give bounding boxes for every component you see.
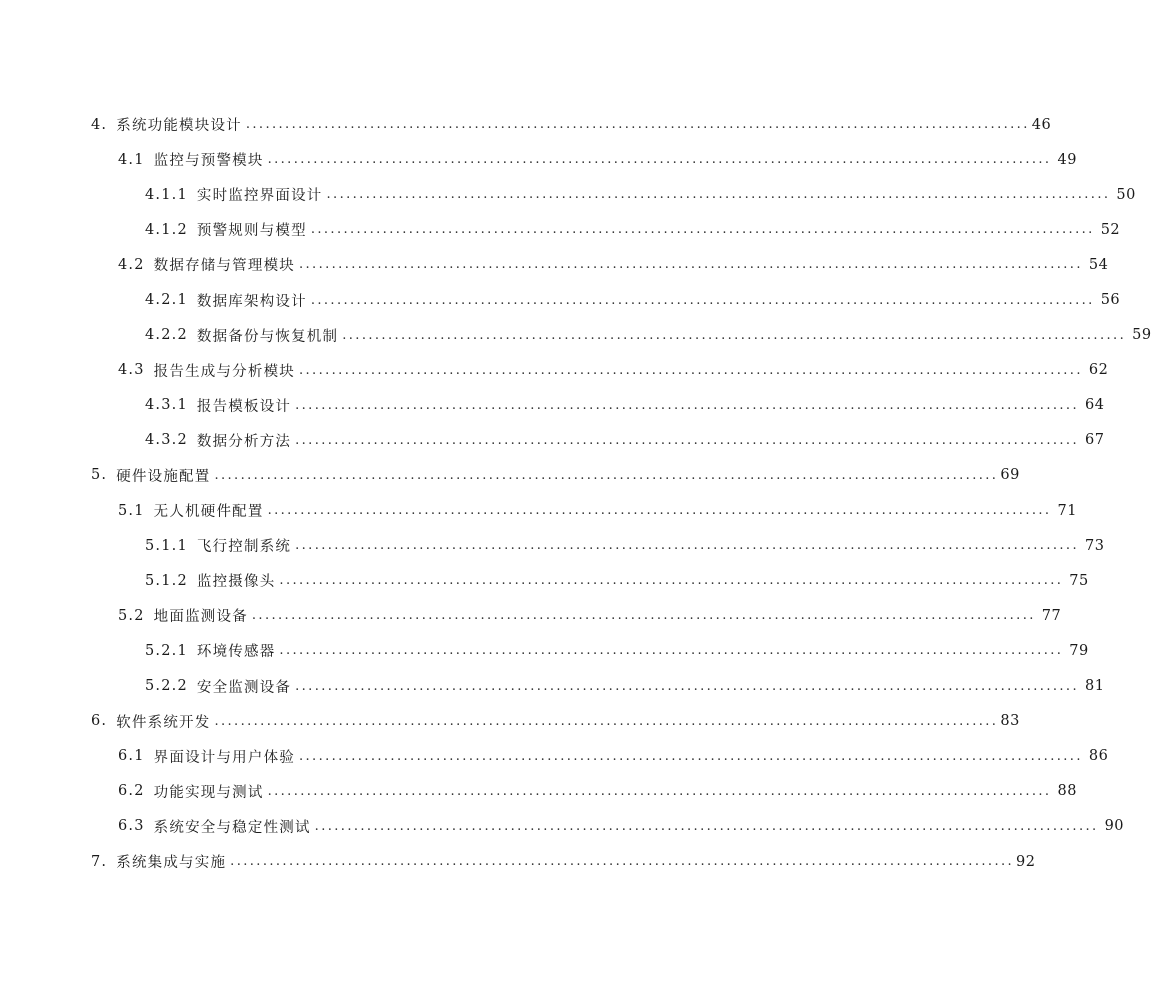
toc-entry-page: 83 xyxy=(1000,713,1020,730)
toc-entry-number: 6.2 xyxy=(118,783,145,800)
toc-entry[interactable] xyxy=(0,318,1152,353)
toc-entry-page: 54 xyxy=(1088,256,1109,273)
toc-entry-page: 69 xyxy=(1000,467,1020,484)
toc-entry-page: 67 xyxy=(1085,432,1105,449)
toc-entry-number: 4.3 xyxy=(118,362,145,379)
toc-entry-number: 4.3.2 xyxy=(145,432,188,449)
toc-entry-title: 系统安全与稳定性测试 xyxy=(153,819,311,836)
toc-entry-page: 59 xyxy=(1132,327,1152,344)
toc-entry-title: 监控与预警模块 xyxy=(153,153,264,170)
toc-entry-page: 49 xyxy=(1057,151,1077,168)
toc-entry-number: 4.2 xyxy=(118,256,145,273)
toc-entry-page: 62 xyxy=(1088,362,1109,379)
toc-dot-leader: ........................................................................................................................ xyxy=(245,117,1030,133)
toc-dot-leader: ........................................................................................................................ xyxy=(342,327,1127,343)
toc-entry[interactable] xyxy=(0,458,1020,493)
toc-entry[interactable] xyxy=(0,282,1121,317)
toc-dot-leader: ........................................................................................................................ xyxy=(298,257,1083,273)
toc-entry[interactable] xyxy=(0,739,1109,774)
toc-entry-title: 数据库架构设计 xyxy=(196,293,307,310)
toc-dot-leader: ........................................................................................................................ xyxy=(279,643,1064,659)
toc-entry-number: 5.2.2 xyxy=(145,678,188,695)
toc-entry[interactable] xyxy=(0,563,1089,598)
toc-entry-title: 安全监测设备 xyxy=(196,679,292,696)
toc-entry[interactable] xyxy=(0,493,1077,528)
toc-entry-number: 5.1.1 xyxy=(145,537,188,554)
toc-entry[interactable] xyxy=(0,633,1089,668)
toc-dot-leader: ........................................................................................................................ xyxy=(267,152,1052,168)
toc-entry[interactable] xyxy=(0,142,1077,177)
toc-entry-page: 90 xyxy=(1104,818,1125,835)
toc-entry-title: 监控摄像头 xyxy=(196,574,276,591)
toc-dot-leader: ........................................................................................................................ xyxy=(326,187,1111,203)
toc-entry-number: 7. xyxy=(91,853,108,870)
toc-entry-title: 界面设计与用户体验 xyxy=(153,749,295,766)
toc-entry-number: 4.1 xyxy=(118,151,145,168)
toc-entry-number: 6.3 xyxy=(118,818,145,835)
toc-entry-number: 4.1.2 xyxy=(145,221,188,238)
toc-entry-number: 4.3.1 xyxy=(145,397,188,414)
toc-entry[interactable] xyxy=(0,107,1052,142)
toc-entry-number: 4.2.2 xyxy=(145,327,188,344)
toc-entry[interactable] xyxy=(0,844,1036,879)
toc-entry[interactable] xyxy=(0,177,1136,212)
toc-entry-title: 报告模板设计 xyxy=(196,398,292,415)
toc-dot-leader: ........................................................................................................................ xyxy=(298,362,1083,378)
toc-entry-number: 4. xyxy=(91,116,108,133)
toc-entry-title: 无人机硬件配置 xyxy=(153,504,264,521)
toc-entry-title: 软件系统开发 xyxy=(116,714,211,731)
toc-dot-leader: ........................................................................................................................ xyxy=(295,432,1079,448)
toc-entry-page: 50 xyxy=(1116,186,1136,203)
toc-entry-page: 77 xyxy=(1041,607,1062,624)
toc-entry-number: 4.2.1 xyxy=(145,292,188,309)
toc-entry-number: 6.1 xyxy=(118,748,145,765)
toc-entry-page: 56 xyxy=(1100,292,1121,309)
toc-entry[interactable] xyxy=(0,774,1077,809)
toc-entry-title: 实时监控界面设计 xyxy=(196,188,323,205)
toc-entry[interactable] xyxy=(0,669,1105,704)
toc-entry-title: 数据分析方法 xyxy=(196,433,292,450)
toc-entry-number: 5.2.1 xyxy=(145,642,188,659)
toc-entry-page: 81 xyxy=(1085,678,1105,695)
toc-entry[interactable] xyxy=(0,212,1121,247)
toc-entry-number: 5.2 xyxy=(118,607,145,624)
toc-entry-page: 88 xyxy=(1057,783,1077,800)
toc-entry-page: 79 xyxy=(1069,642,1089,659)
toc-entry-page: 64 xyxy=(1085,397,1105,414)
toc-dot-leader: ........................................................................................................................ xyxy=(230,854,1015,870)
toc-dot-leader: ........................................................................................................................ xyxy=(214,713,999,729)
toc-dot-leader: ........................................................................................................................ xyxy=(310,222,1095,238)
toc-dot-leader: ........................................................................................................................ xyxy=(214,467,999,483)
toc-dot-leader: ........................................................................................................................ xyxy=(251,608,1036,624)
toc-entry-number: 5. xyxy=(91,467,108,484)
toc-entry-title: 环境传感器 xyxy=(196,644,276,661)
toc-entry[interactable] xyxy=(0,704,1020,739)
toc-entry-number: 5.1 xyxy=(118,502,145,519)
toc-dot-leader: ........................................................................................................................ xyxy=(310,292,1095,308)
toc-dot-leader: ........................................................................................................................ xyxy=(295,397,1079,413)
toc-entry-title: 功能实现与测试 xyxy=(153,784,264,801)
toc-entry-page: 71 xyxy=(1057,502,1077,519)
toc-entry-title: 地面监测设备 xyxy=(153,609,248,626)
toc-entry-title: 系统功能模块设计 xyxy=(116,118,242,135)
toc-entry-page: 75 xyxy=(1069,572,1089,589)
toc-dot-leader: ........................................................................................................................ xyxy=(298,748,1083,764)
toc-entry-number: 5.1.2 xyxy=(145,572,188,589)
toc-entry[interactable] xyxy=(0,423,1105,458)
toc-entry-title: 系统集成与实施 xyxy=(116,855,227,872)
toc-entry-page: 92 xyxy=(1016,853,1036,870)
toc-entry[interactable] xyxy=(0,598,1062,633)
toc-entry-number: 6. xyxy=(91,713,108,730)
toc-entry-number: 4.1.1 xyxy=(145,186,188,203)
toc-dot-leader: ........................................................................................................................ xyxy=(295,678,1079,694)
toc-entry[interactable] xyxy=(0,388,1105,423)
toc-entry[interactable] xyxy=(0,809,1125,844)
toc-dot-leader: ........................................................................................................................ xyxy=(314,818,1099,834)
toc-entry-title: 预警规则与模型 xyxy=(196,223,307,240)
toc-entry-title: 数据备份与恢复机制 xyxy=(196,328,339,345)
toc-entry[interactable] xyxy=(0,353,1109,388)
toc-entry-page: 86 xyxy=(1088,748,1109,765)
toc-entry-page: 52 xyxy=(1100,221,1121,238)
toc-entry-title: 报告生成与分析模块 xyxy=(153,363,295,380)
toc-entry[interactable] xyxy=(0,528,1105,563)
toc-entry[interactable] xyxy=(0,247,1109,282)
toc-entry-title: 飞行控制系统 xyxy=(196,539,292,556)
toc-entry-title: 硬件设施配置 xyxy=(116,468,211,485)
toc-entry-title: 数据存储与管理模块 xyxy=(153,258,295,275)
toc-dot-leader: ........................................................................................................................ xyxy=(267,503,1052,519)
toc-dot-leader: ........................................................................................................................ xyxy=(267,783,1052,799)
toc-entry-page: 46 xyxy=(1031,116,1052,133)
toc-dot-leader: ........................................................................................................................ xyxy=(295,538,1079,554)
table-of-contents xyxy=(0,107,1152,879)
toc-entry-page: 73 xyxy=(1085,537,1105,554)
toc-dot-leader: ........................................................................................................................ xyxy=(279,573,1064,589)
